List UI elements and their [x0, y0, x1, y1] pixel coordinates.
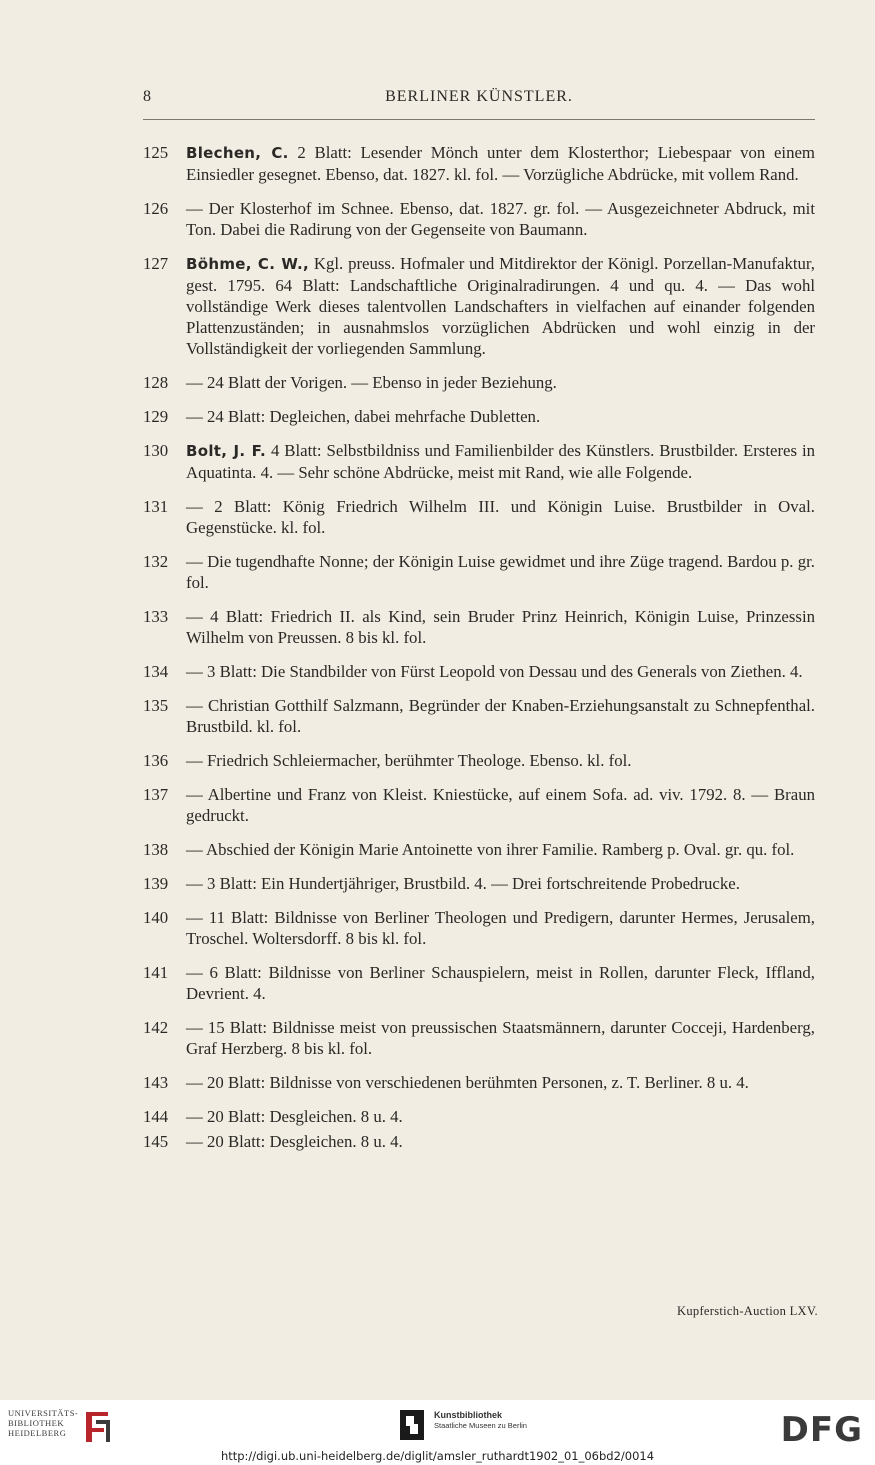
permalink-url[interactable]: http://digi.ub.uni-heidelberg.de/diglit/amsler_ruthardt1902_01_06bd2/0014: [220, 1449, 655, 1463]
entry-number: 143: [143, 1073, 169, 1092]
entry-number: 140: [143, 908, 169, 927]
kb-subtitle: Staatliche Museen zu Berlin: [434, 1421, 527, 1430]
entry-number: 136: [143, 751, 169, 770]
entry-text: — 3 Blatt: Die Standbilder von Fürst Leopold von Dessau und des Generals von Ziethen. 4.: [186, 662, 803, 681]
entry-text: Kgl. preuss. Hofmaler und Mitdirektor der Königl. Porzellan-Manufaktur, gest. 1795. 64 Blatt: Landschaftliche Originalradirungen. 4 und qu. 4. — Das wohl vollständige Werk dieses talentvollen Landschafters in vielfachen auf einander folgenden Plattenzuständen; in ausnahmslos vorzüglichen Abdrücken und wohl einzig in der Vollständigkeit der vorliegenden Sammlung.: [186, 254, 815, 358]
entry-text: — 24 Blatt der Vorigen. — Ebenso in jeder Beziehung.: [186, 373, 557, 392]
entry-text: — Albertine und Franz von Kleist. Kniestücke, auf einem Sofa. ad. viv. 1792. 8. — Braun gedruckt.: [186, 785, 815, 825]
entry-number: 126: [143, 199, 169, 218]
catalogue-entry: [143, 784, 815, 826]
entry-text: — 20 Blatt: Bildnisse von verschiedenen berühmten Personen, z. T. Berliner. 8 u. 4.: [186, 1073, 749, 1092]
entry-text: — 24 Blatt: Degleichen, dabei mehrfache Dubletten.: [186, 407, 541, 426]
catalogue-entry: [143, 750, 815, 771]
catalogue-entry: [143, 551, 815, 593]
page-number: 8: [143, 88, 152, 105]
entry-text: — 20 Blatt: Desgleichen. 8 u. 4.: [186, 1107, 403, 1126]
catalogue-entry: [143, 1131, 815, 1152]
catalogue-entries: [143, 142, 815, 1165]
university-library-logo[interactable]: [8, 1408, 128, 1448]
entry-number: 127: [143, 254, 169, 273]
entry-text: — Die tugendhafte Nonne; der Königin Luise gewidmet und ihre Züge tragend. Bardou p. gr. fol.: [186, 552, 815, 592]
entry-text: — 2 Blatt: König Friedrich Wilhelm III. und Königin Luise. Brustbilder in Oval. Gegenstücke. kl. fol.: [186, 497, 815, 537]
entry-number: 137: [143, 785, 169, 804]
kb-emblem-icon: [400, 1410, 424, 1440]
entry-number: 144: [143, 1107, 169, 1126]
entry-number: 128: [143, 373, 169, 392]
ub-line: UNIVERSITÄTS-: [8, 1408, 79, 1418]
catalogue-entry: [143, 907, 815, 949]
entry-number: 125: [143, 143, 169, 162]
catalogue-entry: [143, 962, 815, 1004]
entry-text: — 20 Blatt: Desgleichen. 8 u. 4.: [186, 1132, 403, 1151]
artist-name: Bolt, J. F.: [186, 442, 266, 460]
kunstbibliothek-logo[interactable]: [400, 1408, 600, 1448]
catalogue-entry: [143, 406, 815, 427]
running-header: [143, 88, 815, 114]
catalogue-entry: [143, 873, 815, 894]
catalogue-entry: [143, 253, 815, 359]
entry-text: — Christian Gotthilf Salzmann, Begründer der Knaben-Erziehungsanstalt zu Schnepfenthal. Brustbild. kl. fol.: [186, 696, 815, 736]
catalogue-entry: [143, 606, 815, 648]
entry-text: 2 Blatt: Lesender Mönch unter dem Klosterthor; Liebespaar von einem Einsiedler gesegnet. Ebenso, dat. 1827. kl. fol. — Vorzügliche Abdrücke, mit vollem Rand.: [186, 143, 815, 184]
catalogue-entry: [143, 695, 815, 737]
entry-text: 4 Blatt: Selbstbildniss und Familienbilder des Künstlers. Brustbilder. Ersteres in Aquatinta. 4. — Sehr schöne Abdrücke, meist mit Rand, wie alle Folgende.: [186, 441, 815, 482]
artist-name: Böhme, C. W.,: [186, 255, 309, 273]
entry-number: 134: [143, 662, 169, 681]
entry-number: 133: [143, 607, 169, 626]
artist-name: Blechen, C.: [186, 144, 289, 162]
entry-number: 142: [143, 1018, 169, 1037]
entry-text: — 6 Blatt: Bildnisse von Berliner Schauspielern, meist in Rollen, darunter Fleck, Iffland, Devrient. 4.: [186, 963, 815, 1003]
entry-text: — Der Klosterhof im Schnee. Ebenso, dat. 1827. gr. fol. — Ausgezeichneter Abdruck, mit Ton. Dabei die Radirung von der Gegenseite von Baumann.: [186, 199, 815, 239]
entry-text: — 11 Blatt: Bildnisse von Berliner Theologen und Predigern, darunter Hermes, Jerusalem, Troschel. Woltersdorff. 8 bis kl. fol.: [186, 908, 815, 948]
catalogue-entry: [143, 372, 815, 393]
entry-text: — Friedrich Schleiermacher, berühmter Theologe. Ebenso. kl. fol.: [186, 751, 632, 770]
catalogue-entry: [143, 496, 815, 538]
entry-text: — 4 Blatt: Friedrich II. als Kind, sein Bruder Prinz Heinrich, Königin Luise, Prinzessin Wilhelm von Preussen. 8 bis kl. fol.: [186, 607, 815, 647]
entry-text: — 15 Blatt: Bildnisse meist von preussischen Staatsmännern, darunter Cocceji, Hardenberg, Graf Herzberg. 8 bis kl. fol.: [186, 1018, 815, 1058]
auction-footer-note: Kupferstich-Auction LXV.: [677, 1304, 818, 1318]
entry-number: 130: [143, 441, 169, 460]
header-rule: [143, 119, 815, 120]
catalogue-entry: [143, 142, 815, 185]
kb-name: Kunstbibliothek: [434, 1410, 502, 1420]
catalogue-entry: [143, 198, 815, 240]
dfg-logo[interactable]: DFG: [780, 1410, 863, 1450]
ub-line: HEIDELBERG: [8, 1428, 67, 1438]
catalogue-entry: [143, 1017, 815, 1059]
entry-number: 139: [143, 874, 169, 893]
entry-number: 132: [143, 552, 169, 571]
catalogue-entry: [143, 440, 815, 483]
ub-emblem-icon: [80, 1408, 114, 1444]
entry-text: — 3 Blatt: Ein Hundertjähriger, Brustbild. 4. — Drei fortschreitende Probedrucke.: [186, 874, 740, 893]
ub-line: BIBLIOTHEK: [8, 1418, 64, 1428]
running-title: BERLINER KÜNSTLER.: [385, 88, 573, 105]
catalogue-entry: [143, 661, 815, 682]
entry-number: 129: [143, 407, 169, 426]
entry-number: 145: [143, 1132, 169, 1151]
entry-text: — Abschied der Königin Marie Antoinette von ihrer Familie. Ramberg p. Oval. gr. qu. fol.: [186, 840, 795, 859]
entry-number: 141: [143, 963, 169, 982]
catalogue-entry: [143, 1106, 815, 1127]
catalogue-entry: [143, 839, 815, 860]
entry-number: 138: [143, 840, 169, 859]
entry-number: 131: [143, 497, 169, 516]
catalogue-entry: [143, 1072, 815, 1093]
entry-number: 135: [143, 696, 169, 715]
